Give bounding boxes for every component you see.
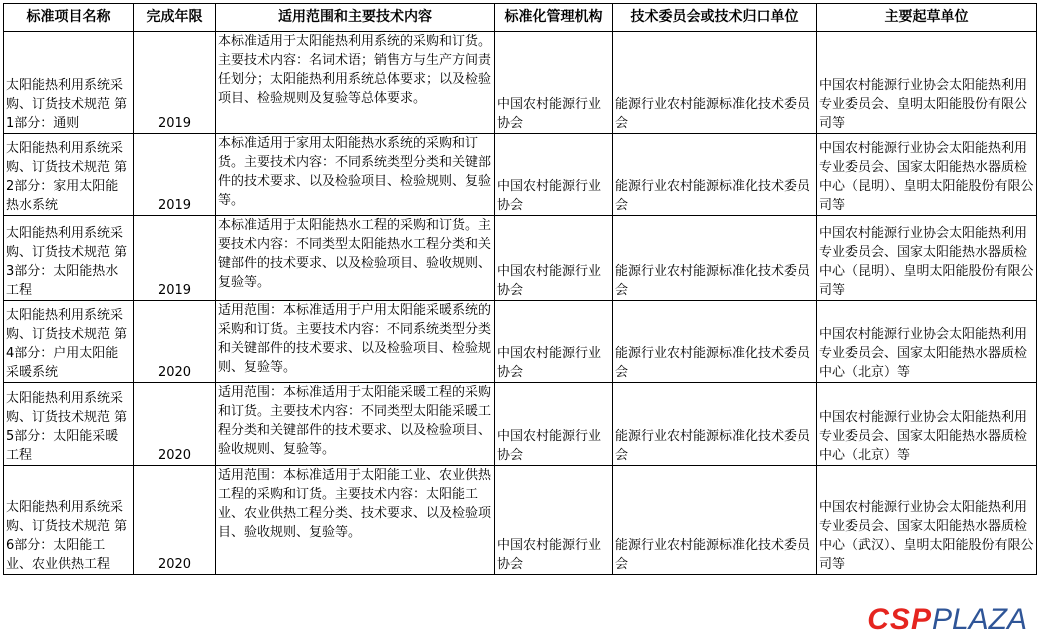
logo-plaza: PLAZA: [931, 603, 1027, 636]
cell-year: 2020: [134, 383, 216, 466]
header-row: [4, 4, 1037, 32]
cell-scope: 适用范围：本标准适用于户用太阳能采暖系统的采购和订货。主要技术内容：不同系统类型分类和关键部件的技术要求、以及检验项目、检验规则、复验等。: [216, 301, 495, 383]
header-org: 标准化管理机构: [495, 4, 613, 32]
cell-drafter: 中国农村能源行业协会太阳能热利用专业委员会、国家太阳能热水器质检中心（昆明）、皇明太阳能股份有限公司等: [817, 134, 1037, 216]
header-scope: 适用范围和主要技术内容: [216, 4, 495, 32]
cell-org: 中国农村能源行业协会: [495, 134, 613, 216]
cell-org: 中国农村能源行业协会: [495, 301, 613, 383]
cell-org: 中国农村能源行业协会: [495, 383, 613, 466]
table-row: [4, 301, 1037, 383]
cell-committee: 能源行业农村能源标准化技术委员会: [613, 32, 817, 134]
logo-csp: CSP: [867, 603, 932, 636]
cell-year: 2019: [134, 134, 216, 216]
cell-scope: 适用范围：本标准适用于太阳能采暖工程的采购和订货。主要技术内容：不同类型太阳能采暖工程分类和关键部件的技术要求、以及检验项目、验收规则、复验等。: [216, 383, 495, 466]
cell-committee: 能源行业农村能源标准化技术委员会: [613, 134, 817, 216]
cell-scope: 本标准适用于太阳能热水工程的采购和订货。主要技术内容：不同类型太阳能热水工程分类和关键部件的技术要求、以及检验项目、验收规则、复验等。: [216, 216, 495, 301]
cell-drafter: 中国农村能源行业协会太阳能热利用专业委员会、国家太阳能热水器质检中心（北京）等: [817, 301, 1037, 383]
cell-year: 2019: [134, 32, 216, 134]
cell-scope: 适用范围：本标准适用于太阳能工业、农业供热工程的采购和订货。主要技术内容：太阳能工业、农业供热工程分类、技术要求、以及检验项目、验收规则、复验等。: [216, 466, 495, 575]
table-row: [4, 216, 1037, 301]
cell-name: 太阳能热利用系统采购、订货技术规范 第3部分：太阳能热水工程: [4, 216, 134, 301]
table-row: [4, 383, 1037, 466]
header-year: 完成年限: [134, 4, 216, 32]
cell-scope: 本标准适用于太阳能热利用系统的采购和订货。主要技术内容：名词术语；销售方与生产方间责任划分；太阳能热利用系统总体要求；以及检验项目、检验规则及复验等总体要求。: [216, 32, 495, 134]
cell-drafter: 中国农村能源行业协会太阳能热利用专业委员会、国家太阳能热水器质检中心（武汉）、皇明太阳能股份有限公司等: [817, 466, 1037, 575]
header-name: 标准项目名称: [4, 4, 134, 32]
cell-year: 2020: [134, 466, 216, 575]
cell-name: 太阳能热利用系统采购、订货技术规范 第2部分：家用太阳能热水系统: [4, 134, 134, 216]
cell-org: 中国农村能源行业协会: [495, 216, 613, 301]
cell-name: 太阳能热利用系统采购、订货技术规范 第1部分：通则: [4, 32, 134, 134]
table-row: [4, 32, 1037, 134]
cell-name: 太阳能热利用系统采购、订货技术规范 第4部分：户用太阳能采暖系统: [4, 301, 134, 383]
table-row: [4, 466, 1037, 575]
cell-committee: 能源行业农村能源标准化技术委员会: [613, 466, 817, 575]
cell-scope: 本标准适用于家用太阳能热水系统的采购和订货。主要技术内容：不同系统类型分类和关键部件的技术要求、以及检验项目、检验规则、复验等。: [216, 134, 495, 216]
cell-drafter: 中国农村能源行业协会太阳能热利用专业委员会、国家太阳能热水器质检中心（北京）等: [817, 383, 1037, 466]
cell-committee: 能源行业农村能源标准化技术委员会: [613, 301, 817, 383]
cell-name: 太阳能热利用系统采购、订货技术规范 第6部分：太阳能工业、农业供热工程: [4, 466, 134, 575]
standards-table: [3, 3, 1037, 575]
cspplaza-logo: [867, 603, 1027, 637]
cell-committee: 能源行业农村能源标准化技术委员会: [613, 383, 817, 466]
header-committee: 技术委员会或技术归口单位: [613, 4, 817, 32]
cell-org: 中国农村能源行业协会: [495, 32, 613, 134]
cell-drafter: 中国农村能源行业协会太阳能热利用专业委员会、国家太阳能热水器质检中心（昆明）、皇明太阳能股份有限公司等: [817, 216, 1037, 301]
header-drafter: 主要起草单位: [817, 4, 1037, 32]
cell-name: 太阳能热利用系统采购、订货技术规范 第5部分：太阳能采暖工程: [4, 383, 134, 466]
cell-drafter: 中国农村能源行业协会太阳能热利用专业委员会、皇明太阳能股份有限公司等: [817, 32, 1037, 134]
cell-committee: 能源行业农村能源标准化技术委员会: [613, 216, 817, 301]
cell-org: 中国农村能源行业协会: [495, 466, 613, 575]
table-row: [4, 134, 1037, 216]
cell-year: 2019: [134, 216, 216, 301]
cell-year: 2020: [134, 301, 216, 383]
